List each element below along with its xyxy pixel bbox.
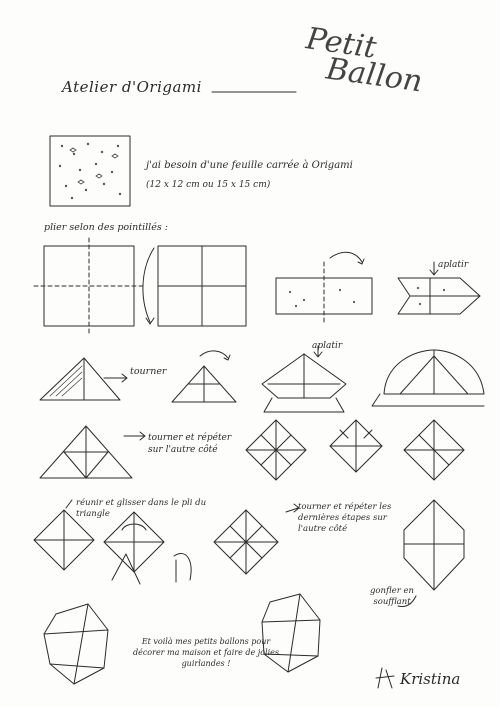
title-ballon: Ballon xyxy=(324,51,425,100)
turn-arrow xyxy=(104,374,127,382)
row3-triangle xyxy=(40,426,145,478)
row2-triangle-2 xyxy=(172,351,236,402)
instruction-fold-dotted: plier selon des pointillés : xyxy=(44,222,168,233)
signature: Kristina xyxy=(400,670,461,688)
step-4-flatten-arrow xyxy=(430,262,438,275)
closing-note: Et voilà mes petits ballons pour décorer ma maison et faire de jolies guirlandes ! xyxy=(132,637,280,668)
materials-dimensions: (12 x 12 cm ou 15 x 15 cm) xyxy=(146,180,271,190)
row3-diamond-3 xyxy=(404,420,464,480)
instruction-turn-repeat: tourner et répéter sur l'autre côté xyxy=(148,433,232,455)
step-2-fold-in-half xyxy=(143,246,246,326)
signature-mark xyxy=(376,668,394,688)
row2-triangle-1 xyxy=(40,358,120,400)
row4-detail-shapes xyxy=(112,553,191,584)
step-4-triangle-flatten xyxy=(398,278,480,314)
instruction-turn: tourner xyxy=(130,366,167,377)
instruction-flatten-1: aplatir xyxy=(438,260,469,270)
step-1-square-dotted xyxy=(34,238,144,334)
square-paper-icon xyxy=(50,136,130,206)
row2-dome xyxy=(372,350,484,406)
workshop-title: Atelier d'Origami xyxy=(62,78,202,96)
instruction-flatten-2: aplatir xyxy=(312,341,343,351)
instruction-inflate: gonfler en soufflant xyxy=(369,586,414,607)
row4-diamond-2 xyxy=(104,512,164,572)
materials-text: j'ai besoin d'une feuille carrée à Origami xyxy=(146,160,353,171)
instruction-turn-repeat-last: tourner et répéter les dernières étapes sur l'autre côté xyxy=(298,502,392,534)
row3-diamond-2 xyxy=(330,420,382,472)
title-petit: Petit xyxy=(303,21,379,66)
balloon-1 xyxy=(44,604,108,684)
row2-triangle-3 xyxy=(262,346,346,412)
step-3-rectangle xyxy=(276,252,372,322)
row3-diamond-1 xyxy=(246,420,306,480)
instruction-join-slide: réunir et glisser dans le pli du triangle xyxy=(76,498,207,519)
